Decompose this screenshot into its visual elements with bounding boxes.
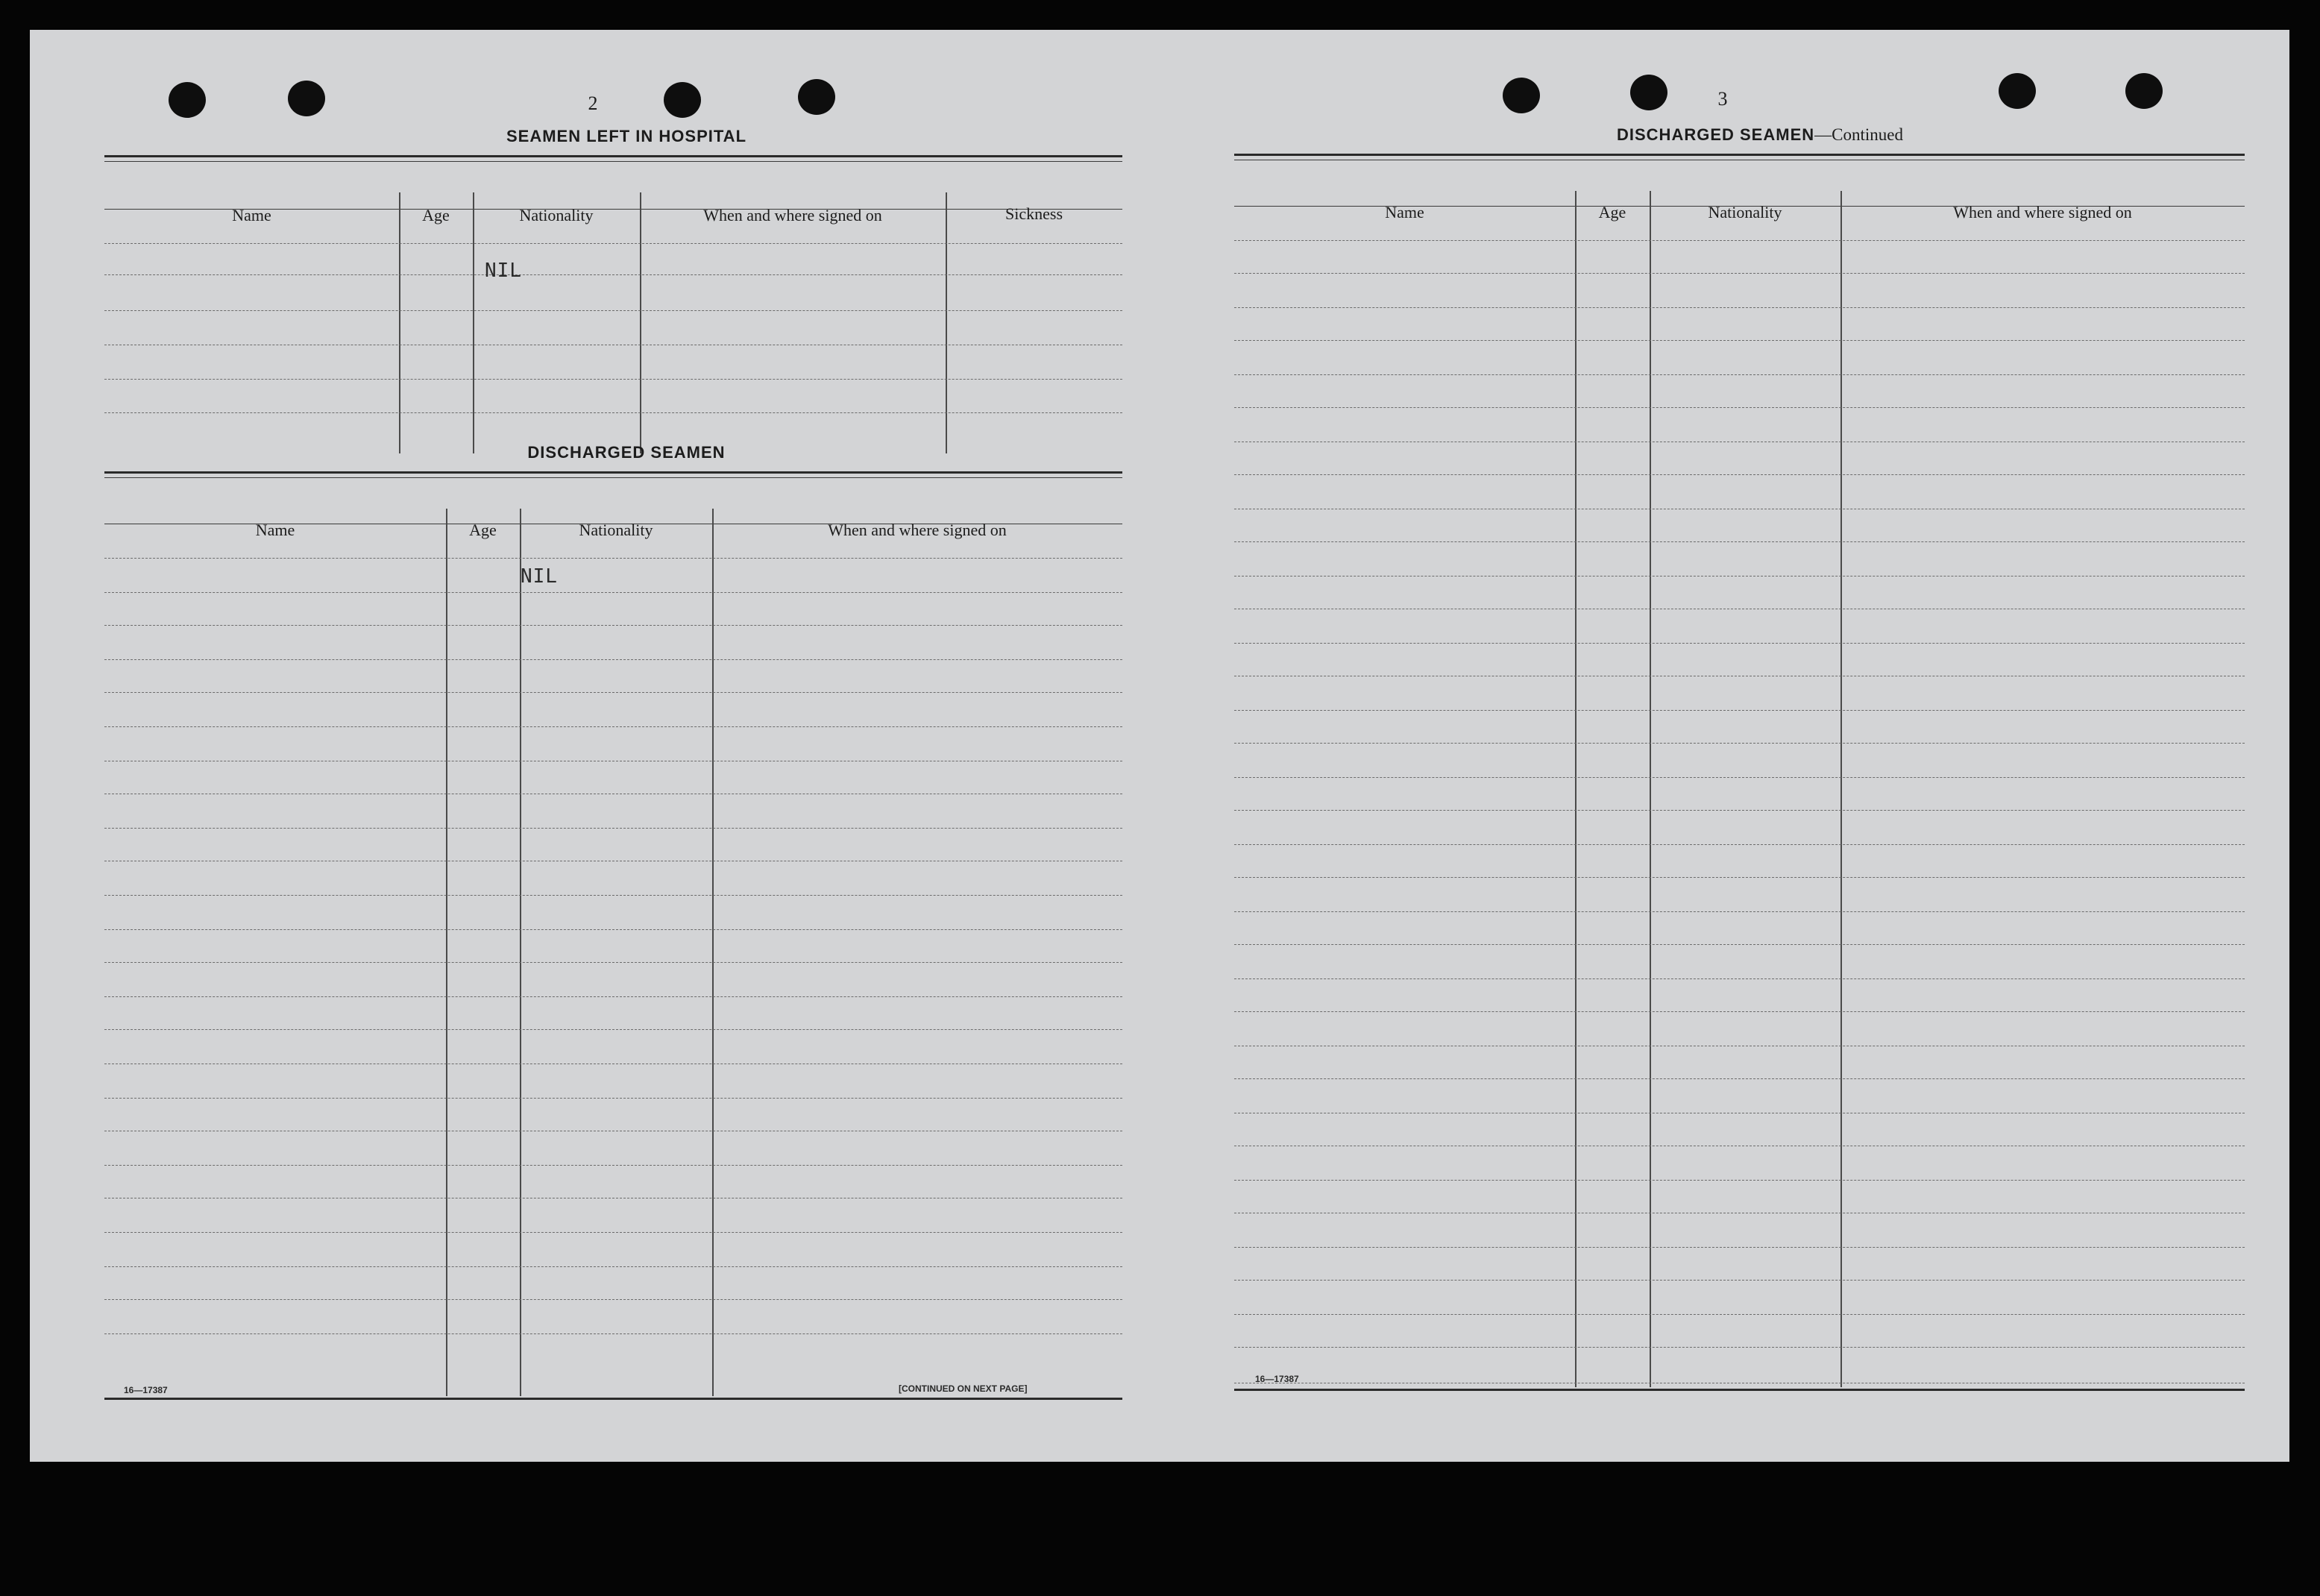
punch-hole — [169, 82, 206, 118]
hospital-table-title: SEAMEN LEFT IN HOSPITAL — [506, 127, 747, 145]
punch-hole — [798, 79, 835, 115]
column-header-when-where: When and where signed on — [703, 206, 882, 224]
discharged-table-title: DISCHARGED SEAMEN — [527, 443, 726, 462]
column-header-sickness: Sickness — [1005, 204, 1063, 223]
nil-stamp: NIL — [485, 260, 522, 282]
discharged-table — [104, 471, 1122, 1396]
right-table-title-main: DISCHARGED SEAMEN — [1617, 125, 1815, 144]
form-number: 16—17387 — [1255, 1374, 1299, 1384]
page-number: 2 — [588, 92, 598, 114]
column-header-when-where: When and where signed on — [828, 521, 1007, 539]
page-number: 3 — [1717, 88, 1728, 110]
column-header-age: Age — [469, 521, 497, 539]
continued-note: [CONTINUED ON NEXT PAGE] — [899, 1383, 1028, 1394]
punch-hole — [288, 81, 325, 116]
column-header-age: Age — [422, 206, 450, 224]
column-header-age: Age — [1598, 203, 1626, 222]
column-header-nationality: Nationality — [519, 206, 594, 224]
right-table-title — [1238, 125, 2282, 145]
document-sheet — [30, 30, 2289, 1462]
punch-hole — [1630, 75, 1667, 110]
right-table-title-suffix: —Continued — [1814, 125, 1903, 144]
column-header-nationality: Nationality — [1708, 203, 1782, 222]
column-header-name: Name — [232, 206, 271, 224]
hospital-table — [104, 155, 1122, 453]
punch-hole — [2125, 73, 2163, 109]
nil-stamp: NIL — [521, 565, 558, 588]
column-header-when-where: When and where signed on — [1953, 203, 2132, 222]
column-header-name: Name — [255, 521, 295, 539]
form-number: 16—17387 — [124, 1385, 168, 1395]
punch-hole — [1503, 78, 1540, 113]
punch-hole — [1999, 73, 2036, 109]
column-header-nationality: Nationality — [579, 521, 653, 539]
discharged-continued-table — [1234, 154, 2245, 1392]
column-header-name: Name — [1385, 203, 1424, 222]
punch-hole — [664, 82, 701, 118]
